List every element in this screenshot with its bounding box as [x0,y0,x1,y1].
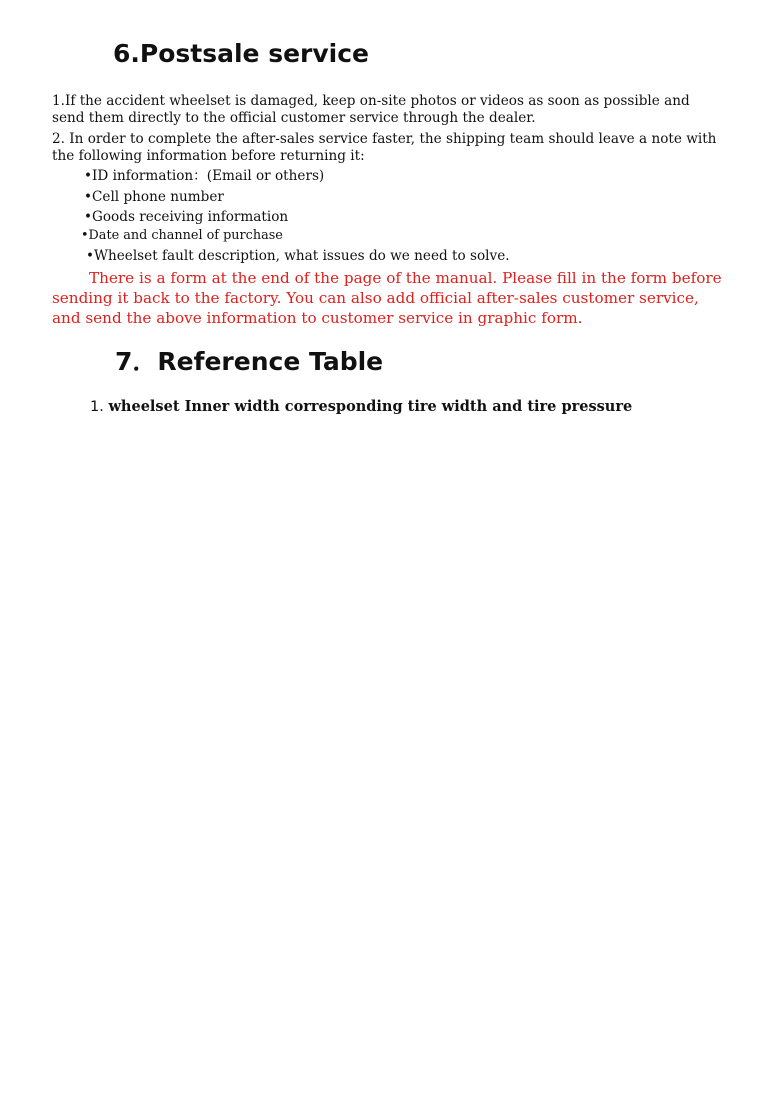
section-heading-reference-table: 7．Reference Table [115,347,384,376]
paragraph-after-sales-note: 2. In order to complete the after-sales service faster, the shipping team should leave a note with the following information before returning it: [52,131,717,164]
bullet-fault-description: •Wheelset fault description, what issues do we need to solve. [86,248,510,264]
bullet-date-channel: •Date and channel of purchase [81,228,283,243]
bullet-cell-phone: •Cell phone number [84,189,224,205]
bullet-id-information: •ID information：(Email or others) [84,168,325,184]
reference-item-text: wheelset Inner width corresponding tire width and tire pressure [108,398,633,415]
section-heading-postsale-service: 6.Postsale service [113,39,370,68]
reference-item-number: 1. [90,399,104,415]
bullet-goods-receiving: •Goods receiving information [84,209,289,225]
reference-item-1 [90,398,632,415]
form-note-red: There is a form at the end of the page of the manual. Please fill in the form before sending it back to the factory. You can also add official after-sales customer service, and send the above information to customer service in graphic form. [52,269,722,327]
paragraph-damaged-wheelset: 1.If the accident wheelset is damaged, keep on-site photos or videos as soon as possible and send them directly to the official customer service through the dealer. [52,93,690,126]
